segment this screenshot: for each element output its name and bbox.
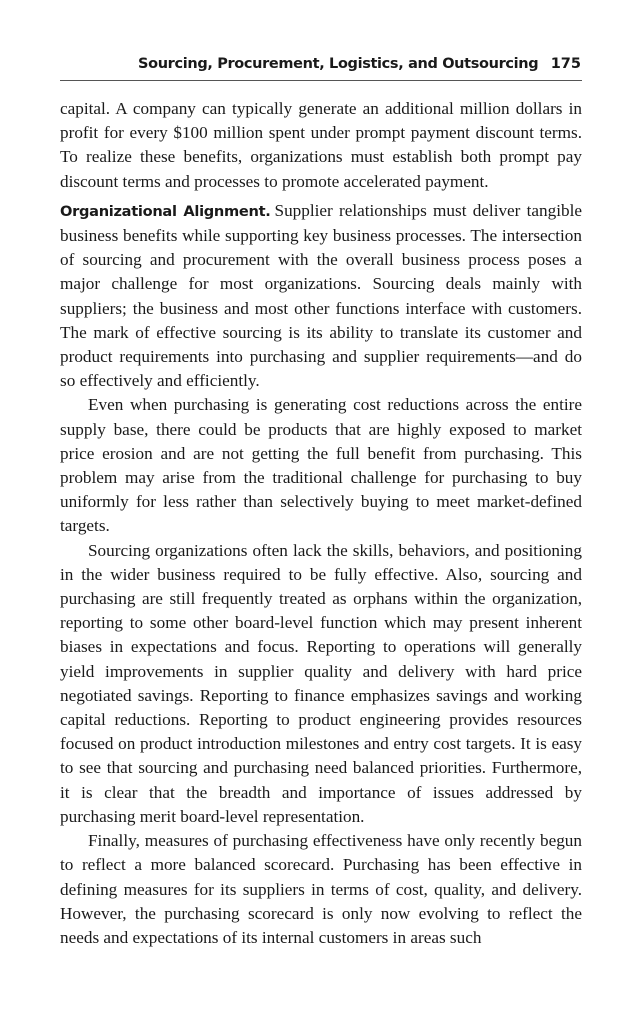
run-in-heading: Organizational Alignment. bbox=[60, 202, 271, 220]
body-text bbox=[60, 97, 582, 950]
paragraph-organizational-alignment bbox=[60, 199, 582, 394]
paragraph-cost-reductions: Even when purchasing is generating cost reductions across the entire supply base, there could be products that are highly exposed to market price erosion and are not getting the full benefit from purchasing. This problem may arise from the traditional challenge for purchasing to buy uniformly for less rather than selectively buying to meet market-defined targets. bbox=[60, 395, 582, 536]
paragraph-text: Supplier relationships must deliver tangible business benefits while supporting key business processes. The intersection of sourcing and procurement with the overall business process poses a major challenge for most organizations. Sourcing deals mainly with suppliers; the business and most other functions interface with customers. The mark of effective sourcing is its ability to translate its customer and product requirements into purchasing and supplier requirements—and do so effectively and efficiently. bbox=[60, 200, 582, 391]
page-number: 175 bbox=[550, 56, 581, 72]
paragraph-measures: Finally, measures of purchasing effectiveness have only recently begun to reflect a more balanced scorecard. Purchasing has been effective in defining measures for its suppliers in terms of cost, quality, and delivery. However, the purchasing scorecard is only now evolving to reflect the needs and expectations of its internal customers in areas such bbox=[60, 831, 582, 947]
running-title: Sourcing, Procurement, Logistics, and Outsourcing bbox=[138, 56, 539, 72]
running-header bbox=[60, 56, 582, 81]
paragraph-continued: capital. A company can typically generate an additional million dollars in profit for every $100 million spent under prompt payment discount terms. To realize these benefits, organizations must establish both prompt pay discount terms and processes to promote accelerated payment. bbox=[60, 99, 582, 191]
paragraph-sourcing-organizations: Sourcing organizations often lack the skills, behaviors, and positioning in the wider business required to be fully effective. Also, sourcing and purchasing are still frequently treated as orphans within the organization, reporting to some other board-level function which may present inherent biases in expectations and focus. Reporting to operations will generally yield improvements in supplier quality and delivery with hard price negotiated savings. Reporting to finance emphasizes savings and working capital reductions. Reporting to product engineering provides resources focused on product introduction milestones and entry cost targets. It is easy to see that sourcing and purchasing need balanced priorities. Furthermore, it is clear that the breadth and importance of issues addressed by purchasing merit board-level representation. bbox=[60, 540, 582, 826]
